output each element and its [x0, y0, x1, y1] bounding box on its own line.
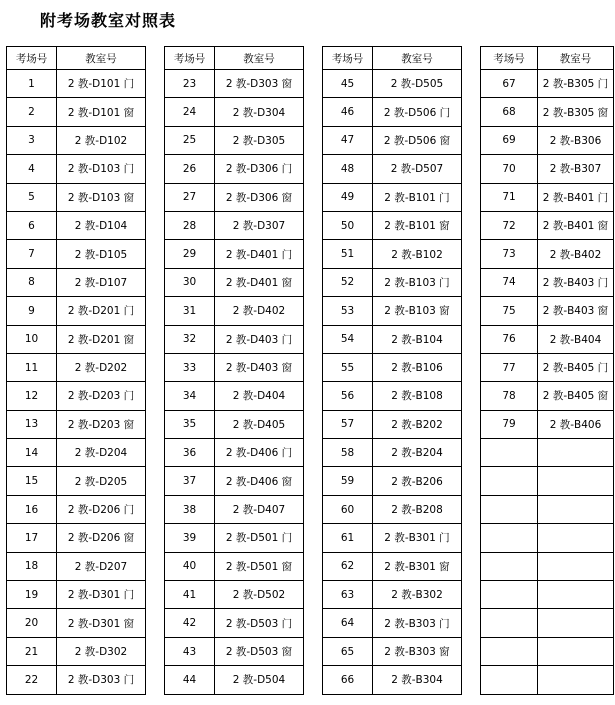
column-gap [462, 467, 481, 495]
column-gap [304, 325, 323, 353]
exam-number-cell: 52 [323, 268, 373, 296]
exam-number-cell: 33 [165, 353, 215, 381]
room-number-cell: 2 教-D403 门 [215, 325, 304, 353]
column-gap [462, 552, 481, 580]
room-number-cell: 2 教-D506 窗 [373, 126, 462, 154]
exam-number-cell: 73 [481, 240, 538, 268]
exam-number-cell: 24 [165, 98, 215, 126]
column-gap [462, 183, 481, 211]
exam-number-cell: 53 [323, 297, 373, 325]
exam-number-cell: 14 [7, 439, 57, 467]
exam-number-cell: 30 [165, 268, 215, 296]
room-number-cell: 2 教-D406 窗 [215, 467, 304, 495]
table-header-row [7, 47, 614, 70]
room-number-cell: 2 教-D303 门 [57, 666, 146, 694]
room-number-cell: 2 教-D105 [57, 240, 146, 268]
exam-number-cell [481, 637, 538, 665]
exam-number-cell: 76 [481, 325, 538, 353]
room-number-cell: 2 教-B103 门 [373, 268, 462, 296]
header-exam-number: 考场号 [7, 47, 57, 70]
exam-number-cell: 78 [481, 382, 538, 410]
column-gap [146, 98, 165, 126]
column-gap [462, 98, 481, 126]
exam-number-cell: 36 [165, 439, 215, 467]
room-number-cell: 2 教-D303 窗 [215, 70, 304, 98]
exam-number-cell: 29 [165, 240, 215, 268]
column-gap [146, 183, 165, 211]
room-number-cell: 2 教-B401 门 [538, 183, 614, 211]
room-number-cell: 2 教-D402 [215, 297, 304, 325]
room-number-cell: 2 教-D401 窗 [215, 268, 304, 296]
column-gap [304, 382, 323, 410]
column-gap [146, 439, 165, 467]
room-number-cell: 2 教-B306 [538, 126, 614, 154]
room-number-cell: 2 教-D405 [215, 410, 304, 438]
room-number-cell: 2 教-D103 窗 [57, 183, 146, 211]
column-gap [146, 609, 165, 637]
room-number-cell: 2 教-D207 [57, 552, 146, 580]
exam-number-cell [481, 439, 538, 467]
column-gap [462, 382, 481, 410]
table-body [7, 70, 614, 695]
column-gap [304, 637, 323, 665]
room-number-cell: 2 教-D306 门 [215, 155, 304, 183]
exam-number-cell: 4 [7, 155, 57, 183]
column-gap [462, 495, 481, 523]
table-row [7, 666, 614, 694]
exam-number-cell: 31 [165, 297, 215, 325]
exam-number-cell: 10 [7, 325, 57, 353]
room-number-cell: 2 教-B305 窗 [538, 98, 614, 126]
table-row [7, 183, 614, 211]
exam-number-cell: 22 [7, 666, 57, 694]
table-row [7, 467, 614, 495]
exam-number-cell: 48 [323, 155, 373, 183]
column-gap [462, 268, 481, 296]
header-room-number: 教室号 [57, 47, 146, 70]
exam-number-cell: 25 [165, 126, 215, 154]
exam-number-cell: 66 [323, 666, 373, 694]
table-row [7, 439, 614, 467]
room-number-cell: 2 教-B101 门 [373, 183, 462, 211]
room-number-cell: 2 教-D401 门 [215, 240, 304, 268]
column-gap [146, 382, 165, 410]
exam-number-cell: 47 [323, 126, 373, 154]
exam-number-cell: 17 [7, 524, 57, 552]
room-number-cell: 2 教-B402 [538, 240, 614, 268]
room-number-cell: 2 教-D203 门 [57, 382, 146, 410]
exam-number-cell: 35 [165, 410, 215, 438]
column-gap [304, 524, 323, 552]
room-number-cell: 2 教-D206 门 [57, 495, 146, 523]
room-number-cell: 2 教-B403 门 [538, 268, 614, 296]
table-row [7, 211, 614, 239]
exam-number-cell: 60 [323, 495, 373, 523]
room-number-cell: 2 教-B307 [538, 155, 614, 183]
table-row [7, 581, 614, 609]
column-gap [304, 467, 323, 495]
room-number-cell: 2 教-B102 [373, 240, 462, 268]
room-number-cell [538, 552, 614, 580]
column-gap [462, 524, 481, 552]
exam-number-cell: 45 [323, 70, 373, 98]
table-row [7, 155, 614, 183]
column-gap [462, 211, 481, 239]
exam-number-cell: 43 [165, 637, 215, 665]
room-number-cell: 2 教-B403 窗 [538, 297, 614, 325]
room-number-cell: 2 教-D203 窗 [57, 410, 146, 438]
table-row [7, 382, 614, 410]
header-exam-number: 考场号 [323, 47, 373, 70]
exam-number-cell: 23 [165, 70, 215, 98]
exam-number-cell: 34 [165, 382, 215, 410]
room-number-cell: 2 教-B301 门 [373, 524, 462, 552]
room-number-cell: 2 教-D107 [57, 268, 146, 296]
room-number-cell: 2 教-D302 [57, 637, 146, 665]
column-gap [146, 268, 165, 296]
room-number-cell: 2 教-B204 [373, 439, 462, 467]
room-number-cell: 2 教-D101 门 [57, 70, 146, 98]
room-number-cell: 2 教-D406 门 [215, 439, 304, 467]
exam-number-cell: 20 [7, 609, 57, 637]
column-gap [304, 581, 323, 609]
room-number-cell: 2 教-B304 [373, 666, 462, 694]
exam-number-cell [481, 467, 538, 495]
exam-number-cell: 57 [323, 410, 373, 438]
column-gap [462, 47, 481, 70]
exam-number-cell: 56 [323, 382, 373, 410]
room-number-cell: 2 教-D304 [215, 98, 304, 126]
exam-number-cell: 51 [323, 240, 373, 268]
room-number-cell: 2 教-B303 窗 [373, 637, 462, 665]
column-gap [304, 353, 323, 381]
exam-number-cell: 72 [481, 211, 538, 239]
column-gap [304, 47, 323, 70]
room-number-cell [538, 439, 614, 467]
table-row [7, 70, 614, 98]
column-gap [146, 70, 165, 98]
column-gap [462, 439, 481, 467]
column-gap [304, 495, 323, 523]
column-gap [146, 410, 165, 438]
room-number-cell: 2 教-D507 [373, 155, 462, 183]
column-gap [146, 211, 165, 239]
exam-number-cell: 37 [165, 467, 215, 495]
room-number-cell: 2 教-D506 门 [373, 98, 462, 126]
exam-number-cell: 1 [7, 70, 57, 98]
column-gap [462, 410, 481, 438]
exam-number-cell: 64 [323, 609, 373, 637]
exam-number-cell: 3 [7, 126, 57, 154]
table-row [7, 325, 614, 353]
exam-number-cell: 41 [165, 581, 215, 609]
room-number-cell: 2 教-D101 窗 [57, 98, 146, 126]
column-gap [462, 70, 481, 98]
exam-number-cell: 9 [7, 297, 57, 325]
exam-number-cell: 71 [481, 183, 538, 211]
room-number-cell: 2 教-D501 门 [215, 524, 304, 552]
table-row [7, 297, 614, 325]
column-gap [146, 353, 165, 381]
exam-number-cell: 39 [165, 524, 215, 552]
exam-number-cell: 68 [481, 98, 538, 126]
header-exam-number: 考场号 [481, 47, 538, 70]
exam-number-cell: 19 [7, 581, 57, 609]
column-gap [462, 666, 481, 694]
column-gap [462, 581, 481, 609]
room-number-cell: 2 教-D407 [215, 495, 304, 523]
column-gap [304, 240, 323, 268]
exam-number-cell: 8 [7, 268, 57, 296]
exam-number-cell: 74 [481, 268, 538, 296]
column-gap [146, 666, 165, 694]
exam-number-cell [481, 524, 538, 552]
exam-number-cell: 50 [323, 211, 373, 239]
header-room-number: 教室号 [215, 47, 304, 70]
room-number-cell [538, 666, 614, 694]
room-number-cell: 2 教-B103 窗 [373, 297, 462, 325]
exam-number-cell: 38 [165, 495, 215, 523]
header-room-number: 教室号 [538, 47, 614, 70]
room-number-cell: 2 教-D202 [57, 353, 146, 381]
exam-number-cell: 61 [323, 524, 373, 552]
exam-number-cell: 18 [7, 552, 57, 580]
table-row [7, 410, 614, 438]
room-number-cell: 2 教-D205 [57, 467, 146, 495]
page-title: 附考场教室对照表 [40, 11, 177, 30]
column-gap [146, 297, 165, 325]
table-row [7, 495, 614, 523]
room-number-cell: 2 教-B108 [373, 382, 462, 410]
header-exam-number: 考场号 [165, 47, 215, 70]
column-gap [146, 126, 165, 154]
exam-number-cell: 77 [481, 353, 538, 381]
table-row [7, 126, 614, 154]
exam-number-cell: 59 [323, 467, 373, 495]
table-row [7, 637, 614, 665]
room-number-cell: 2 教-D503 窗 [215, 637, 304, 665]
exam-number-cell [481, 495, 538, 523]
room-number-cell [538, 467, 614, 495]
column-gap [146, 155, 165, 183]
room-number-cell: 2 教-D201 门 [57, 297, 146, 325]
exam-number-cell: 32 [165, 325, 215, 353]
room-number-cell [538, 581, 614, 609]
exam-number-cell: 28 [165, 211, 215, 239]
exam-number-cell: 42 [165, 609, 215, 637]
column-gap [304, 552, 323, 580]
column-gap [304, 155, 323, 183]
exam-number-cell: 70 [481, 155, 538, 183]
room-number-cell [538, 524, 614, 552]
exam-number-cell: 49 [323, 183, 373, 211]
column-gap [462, 240, 481, 268]
room-number-cell: 2 教-D306 窗 [215, 183, 304, 211]
room-number-cell: 2 教-B405 窗 [538, 382, 614, 410]
exam-number-cell: 46 [323, 98, 373, 126]
exam-number-cell: 44 [165, 666, 215, 694]
room-number-cell: 2 教-D503 门 [215, 609, 304, 637]
room-number-cell [538, 609, 614, 637]
room-number-cell: 2 教-B401 窗 [538, 211, 614, 239]
column-gap [462, 637, 481, 665]
column-gap [304, 439, 323, 467]
column-gap [146, 467, 165, 495]
room-number-cell: 2 教-D206 窗 [57, 524, 146, 552]
room-number-cell: 2 教-B405 门 [538, 353, 614, 381]
room-number-cell: 2 教-B101 窗 [373, 211, 462, 239]
column-gap [304, 211, 323, 239]
exam-number-cell: 67 [481, 70, 538, 98]
table-row [7, 609, 614, 637]
column-gap [146, 581, 165, 609]
exam-number-cell: 27 [165, 183, 215, 211]
column-gap [304, 70, 323, 98]
exam-number-cell: 2 [7, 98, 57, 126]
exam-number-cell: 63 [323, 581, 373, 609]
exam-number-cell: 12 [7, 382, 57, 410]
room-number-cell: 2 教-D403 窗 [215, 353, 304, 381]
exam-number-cell: 16 [7, 495, 57, 523]
room-number-cell: 2 教-D501 窗 [215, 552, 304, 580]
room-number-cell: 2 教-D301 窗 [57, 609, 146, 637]
column-gap [462, 609, 481, 637]
room-number-cell: 2 教-D102 [57, 126, 146, 154]
exam-number-cell [481, 666, 538, 694]
exam-number-cell: 55 [323, 353, 373, 381]
column-gap [304, 609, 323, 637]
column-gap [462, 297, 481, 325]
room-number-cell: 2 教-D502 [215, 581, 304, 609]
exam-number-cell: 6 [7, 211, 57, 239]
room-number-cell [538, 637, 614, 665]
room-number-cell: 2 教-D204 [57, 439, 146, 467]
exam-number-cell: 15 [7, 467, 57, 495]
room-number-cell: 2 教-D504 [215, 666, 304, 694]
exam-number-cell: 7 [7, 240, 57, 268]
table-row [7, 353, 614, 381]
column-gap [304, 98, 323, 126]
exam-number-cell [481, 581, 538, 609]
room-number-cell: 2 教-D104 [57, 211, 146, 239]
exam-number-cell: 79 [481, 410, 538, 438]
room-number-cell: 2 教-B208 [373, 495, 462, 523]
room-number-cell: 2 教-B202 [373, 410, 462, 438]
table-row [7, 98, 614, 126]
column-gap [146, 47, 165, 70]
exam-number-cell: 75 [481, 297, 538, 325]
exam-number-cell: 5 [7, 183, 57, 211]
header-room-number: 教室号 [373, 47, 462, 70]
column-gap [146, 524, 165, 552]
column-gap [304, 297, 323, 325]
table-row [7, 240, 614, 268]
exam-number-cell: 13 [7, 410, 57, 438]
column-gap [462, 155, 481, 183]
room-number-cell [538, 495, 614, 523]
room-number-cell: 2 教-D103 门 [57, 155, 146, 183]
room-number-cell: 2 教-D307 [215, 211, 304, 239]
exam-number-cell: 69 [481, 126, 538, 154]
room-number-cell: 2 教-D404 [215, 382, 304, 410]
exam-room-table [6, 46, 614, 695]
room-number-cell: 2 教-B206 [373, 467, 462, 495]
column-gap [304, 126, 323, 154]
column-gap [304, 268, 323, 296]
column-gap [304, 410, 323, 438]
room-number-cell: 2 教-D505 [373, 70, 462, 98]
exam-number-cell: 11 [7, 353, 57, 381]
exam-number-cell [481, 552, 538, 580]
room-number-cell: 2 教-B104 [373, 325, 462, 353]
column-gap [462, 325, 481, 353]
exam-number-cell: 58 [323, 439, 373, 467]
table-row [7, 268, 614, 296]
exam-number-cell: 54 [323, 325, 373, 353]
table-row [7, 552, 614, 580]
room-number-cell: 2 教-B106 [373, 353, 462, 381]
column-gap [304, 183, 323, 211]
exam-number-cell: 62 [323, 552, 373, 580]
column-gap [146, 240, 165, 268]
column-gap [462, 126, 481, 154]
exam-number-cell: 21 [7, 637, 57, 665]
exam-number-cell: 40 [165, 552, 215, 580]
room-number-cell: 2 教-D201 窗 [57, 325, 146, 353]
exam-number-cell: 65 [323, 637, 373, 665]
column-gap [462, 353, 481, 381]
room-number-cell: 2 教-D301 门 [57, 581, 146, 609]
exam-number-cell [481, 609, 538, 637]
column-gap [146, 637, 165, 665]
column-gap [146, 552, 165, 580]
room-number-cell: 2 教-B404 [538, 325, 614, 353]
room-number-cell: 2 教-B406 [538, 410, 614, 438]
table-row [7, 524, 614, 552]
exam-number-cell: 26 [165, 155, 215, 183]
room-number-cell: 2 教-B303 门 [373, 609, 462, 637]
column-gap [146, 495, 165, 523]
column-gap [146, 325, 165, 353]
room-number-cell: 2 教-B301 窗 [373, 552, 462, 580]
room-number-cell: 2 教-B305 门 [538, 70, 614, 98]
column-gap [304, 666, 323, 694]
room-number-cell: 2 教-D305 [215, 126, 304, 154]
room-number-cell: 2 教-B302 [373, 581, 462, 609]
